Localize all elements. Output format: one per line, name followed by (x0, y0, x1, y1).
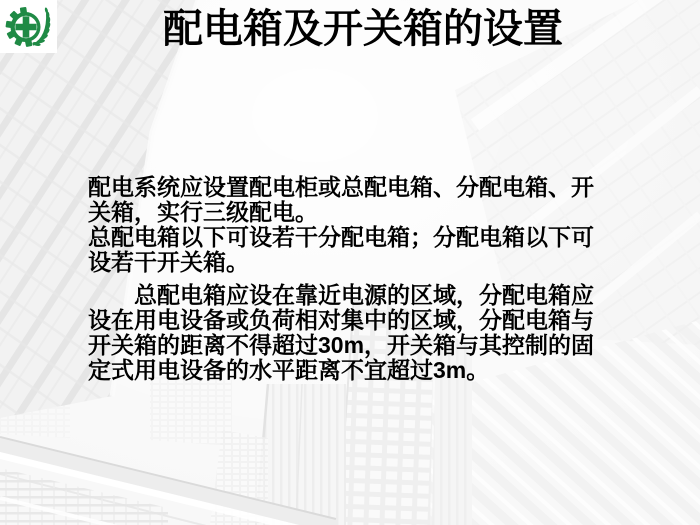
work-safety-emblem-icon (5, 4, 53, 50)
body-text-block (88, 175, 610, 383)
paragraph-sub-boxes: 总配电箱以下可设若干分配电箱；分配电箱以下可设若干开关箱。 (88, 224, 594, 275)
paragraph-distance-rules: 总配电箱应设在靠近电源的区域，分配电箱应设在用电设备或负荷相对集中的区域，分配电箱与开关箱的距离不得超过30m，开关箱与其控制的固定式用电设备的水平距离不宜超过3m。 (88, 282, 595, 383)
paragraph-three-level-distribution: 配电系统应设置配电柜或总配电箱、分配电箱、开关箱，实行三级配电。 (88, 174, 594, 225)
logo-box (0, 0, 57, 53)
slide-title: 配电箱及开关箱的设置 (163, 7, 563, 51)
